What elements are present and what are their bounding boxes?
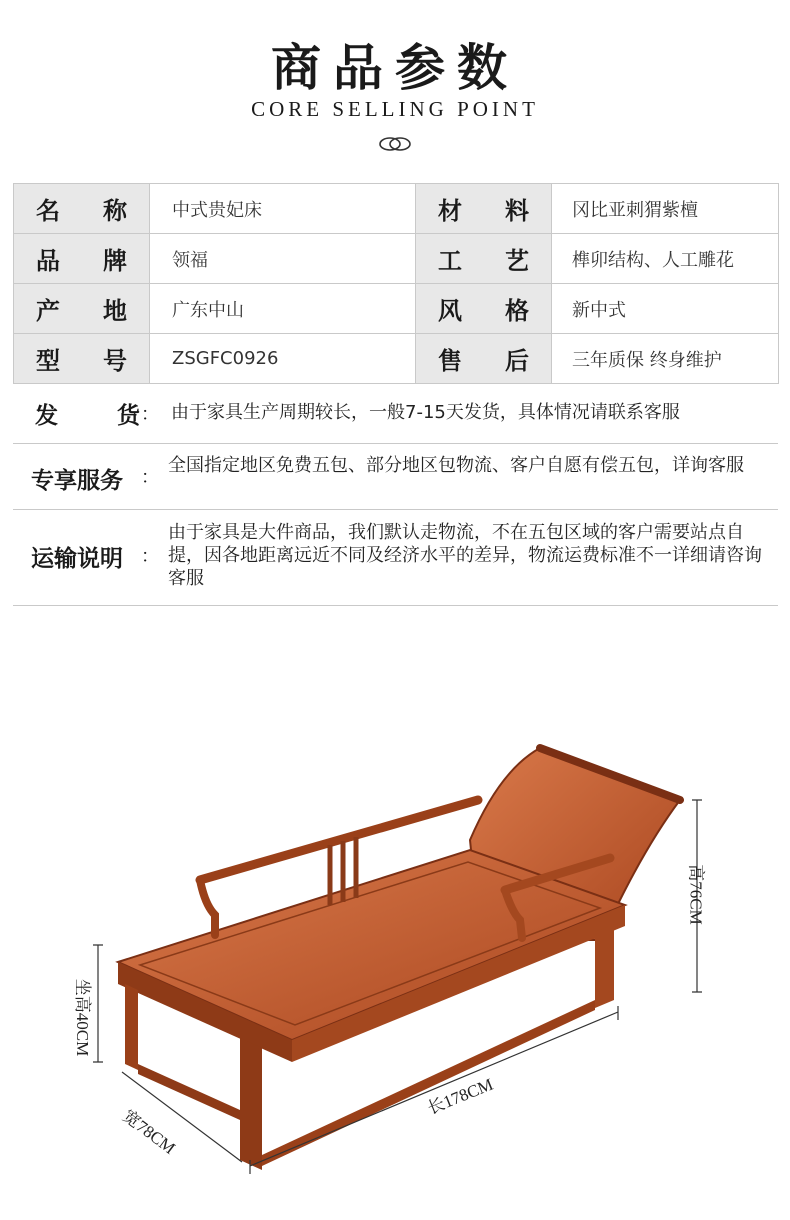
- transport-text: 由于家具是大件商品，我们默认走物流，不在五包区域的客户需要站点自提，因各地距离远近不同及经济水平的差异，物流运费标准不一详细请咨询客服: [168, 522, 762, 589]
- spec-label: 产 地: [14, 284, 150, 334]
- service-label: 专享服务: [31, 467, 123, 494]
- spec-row: [14, 284, 779, 334]
- spec-row: [14, 184, 779, 234]
- spec-value: 榫卯结构、人工雕花: [552, 234, 779, 284]
- spec-value: 中式贵妃床: [150, 184, 416, 234]
- spec-value: 三年质保 终身维护: [552, 334, 779, 384]
- shipping-row: [13, 384, 778, 444]
- spec-label: 售 后: [416, 334, 552, 384]
- service-colon: ：: [141, 467, 159, 488]
- seat-height-dimension-label: 坐高40CM: [73, 978, 93, 1057]
- spec-row: [14, 334, 779, 384]
- spec-row: [14, 234, 779, 284]
- page-subtitle: CORE SELLING POINT: [251, 97, 539, 121]
- spec-label: 工 艺: [416, 234, 552, 284]
- transport-colon: ：: [141, 546, 159, 567]
- transport-label: 运输说明: [31, 545, 123, 572]
- spec-label: 材 料: [416, 184, 552, 234]
- spec-value: ZSGFC0926: [150, 334, 416, 384]
- shipping-label: 发 货: [35, 402, 140, 429]
- width-dimension-label: 宽78CM: [119, 1106, 179, 1158]
- chaise-lounge-image: [0, 700, 790, 1200]
- shipping-colon: ：: [141, 404, 159, 425]
- spec-value: 新中式: [552, 284, 779, 334]
- service-text: 全国指定地区免费五包、部分地区包物流、客户自愿有偿五包，详询客服: [168, 455, 744, 476]
- spec-value: 领福: [150, 234, 416, 284]
- spec-label: 名 称: [14, 184, 150, 234]
- length-dimension-label: 长178CM: [424, 1074, 496, 1119]
- spec-table: [13, 183, 779, 384]
- page-title: 商品参数: [271, 38, 519, 97]
- spec-value: 冈比亚刺猬紫檀: [552, 184, 779, 234]
- spec-label: 品 牌: [14, 234, 150, 284]
- spec-value: 广东中山: [150, 284, 416, 334]
- spec-label: 风 格: [416, 284, 552, 334]
- shipping-text: 由于家具生产周期较长，一般7-15天发货，具体情况请联系客服: [171, 402, 680, 423]
- double-ring-ornament-icon: [377, 136, 413, 152]
- spec-label: 型 号: [14, 334, 150, 384]
- height-dimension-label: 高76CM: [686, 864, 706, 925]
- transport-row: [13, 509, 778, 606]
- service-row: [13, 443, 778, 510]
